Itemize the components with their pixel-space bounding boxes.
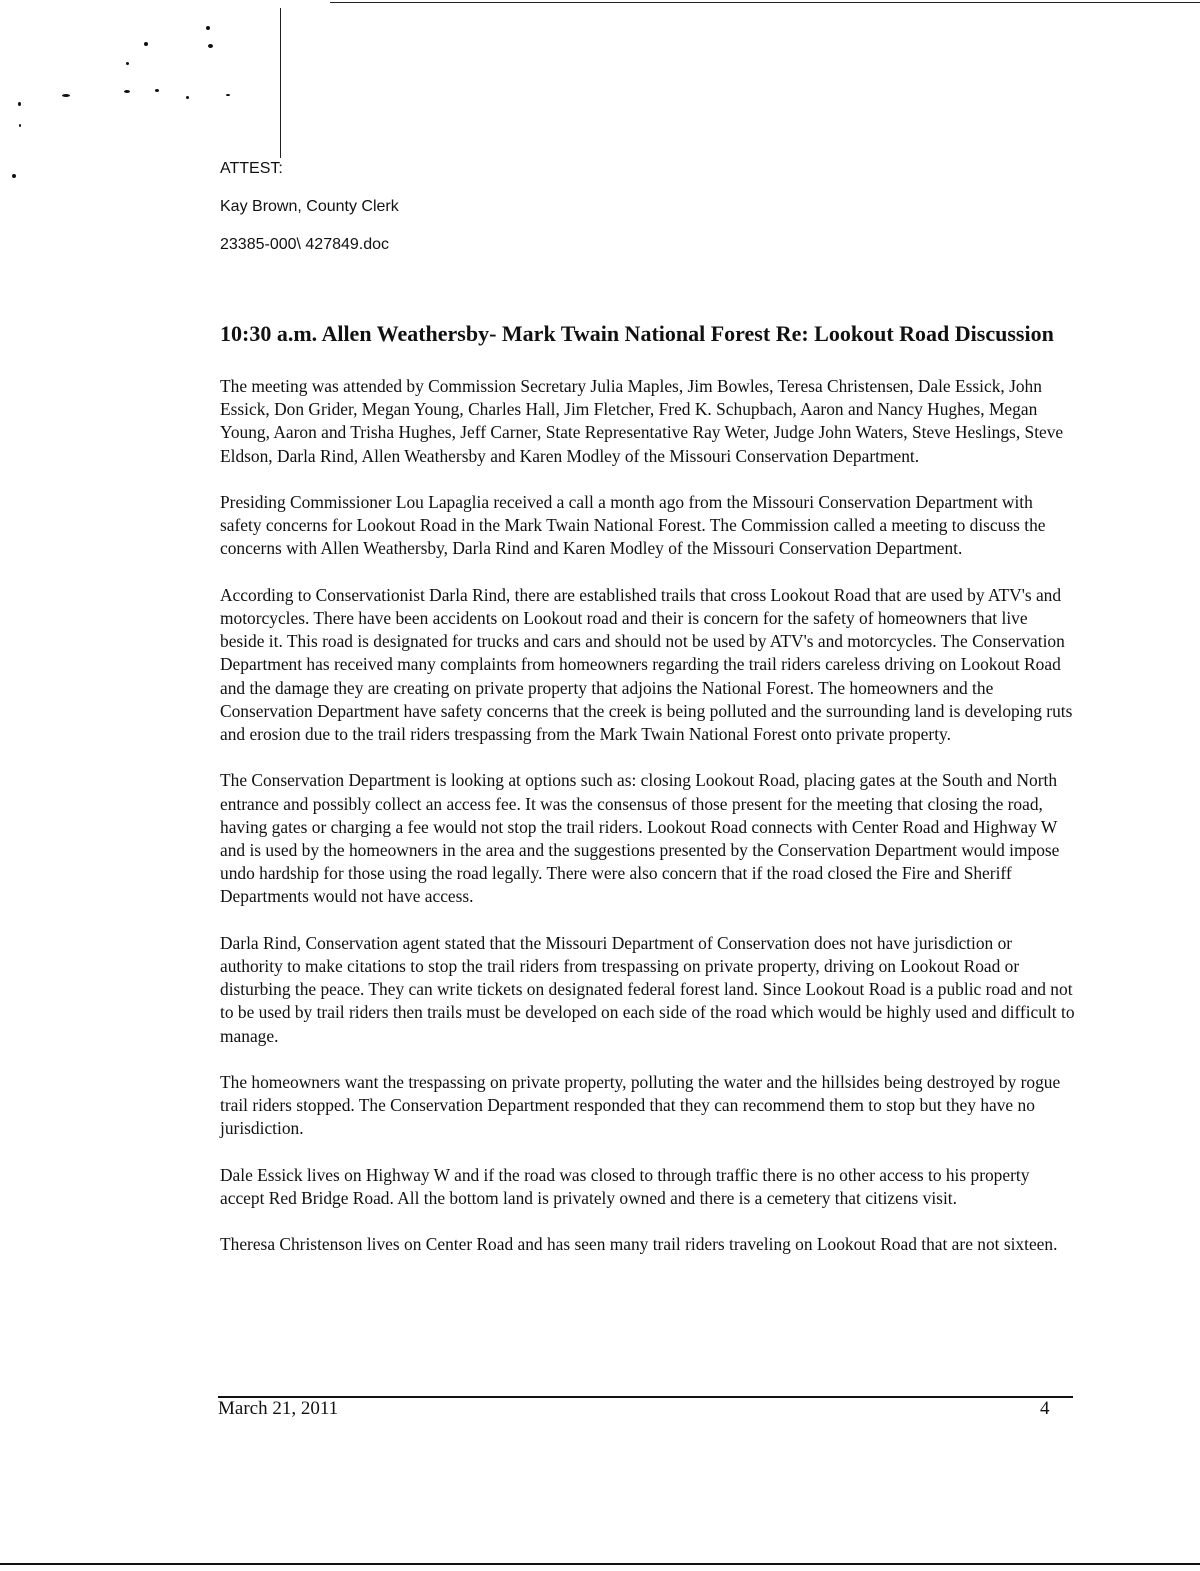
section-heading: 10:30 a.m. Allen Weathersby- Mark Twain National Forest Re: Lookout Road Discussion	[220, 321, 1054, 346]
scan-speck	[124, 90, 130, 93]
paragraph: Dale Essick lives on Highway W and if the road was closed to through traffic there is no other access to his property accept Red Bridge Road. All the bottom land is privately owned and there is a cemetery that citizens visit.	[220, 1164, 1030, 1209]
paragraph: The Conservation Department is looking at options such as: closing Lookout Road, placing gates at the South and North entrance and possibly collect an access fee. It was the consensus of those present for the meeting that closing the road, having gates or charging a fee would not stop the trail riders. Lookout Road connects with Center Road and Highway W and is used by the homeowners in the area and the suggestions presented by the Conservation Department would impose undo hardship for those using the road legally. There were also concern that if the road closed the Fire and Sheriff Departments would not have access.	[220, 770, 1060, 907]
paragraph: Theresa Christenson lives on Center Road and has seen many trail riders traveling on Lookout Road that are not sixteen.	[220, 1234, 1058, 1255]
scan-edge-top	[330, 2, 1200, 3]
scan-speck	[12, 174, 16, 178]
scan-speck	[206, 26, 210, 30]
scan-speck	[126, 62, 129, 65]
footer-date: March 21, 2011	[218, 1398, 339, 1419]
county-clerk-name: Kay Brown, County Clerk	[220, 198, 399, 215]
scan-speck	[144, 42, 148, 46]
footer-rule	[218, 1396, 1073, 1398]
page-number: 4	[1040, 1398, 1050, 1419]
paragraph: Presiding Commissioner Lou Lapaglia received a call a month ago from the Missouri Conservation Department with safety concerns for Lookout Road in the Mark Twain National Forest. The Commission called a meeting to discuss the concerns with Allen Weathersby, Darla Rind and Karen Modley of the Missouri Conservation Department.	[220, 492, 1046, 559]
scan-speck	[186, 96, 189, 99]
minutes-body	[220, 375, 1075, 1280]
scan-speck	[155, 89, 159, 92]
binder-margin-line	[280, 8, 281, 158]
scan-speck	[208, 44, 213, 48]
document-reference: 23385-000\ 427849.doc	[220, 236, 390, 253]
scan-speck	[226, 94, 230, 96]
attest-label: ATTEST:	[220, 160, 283, 177]
paragraph: Darla Rind, Conservation agent stated that the Missouri Department of Conservation does not have jurisdiction or authority to make citations to stop the trail riders from trespassing on private property, driving on Lookout Road or disturbing the peace. They can write tickets on designated federal forest land. Since Lookout Road is a public road and not to be used by trail riders then trails must be developed on each side of the road which would be highly used and difficult to manage.	[220, 932, 1075, 1046]
scan-speck	[19, 124, 21, 127]
scan-speck	[18, 102, 21, 106]
scan-edge-bottom	[0, 1563, 1200, 1565]
attendees-paragraph: The meeting was attended by Commission Secretary Julia Maples, Jim Bowles, Teresa Christensen, Dale Essick, John Essick, Don Grider, Megan Young, Charles Hall, Jim Fletcher, Fred K. Schupbach, Aaron and Nancy Hughes, Megan Young, Aaron and Trisha Hughes, Jeff Carner, State Representative Ray Weter, Judge John Waters, Steve Heslings, Steve Eldson, Darla Rind, Allen Weathersby and Karen Modley of the Missouri Conservation Department.	[220, 376, 1064, 466]
paragraph: The homeowners want the trespassing on private property, polluting the water and the hillsides being destroyed by rogue trail riders stopped. The Conservation Department responded that they can recommend them to stop but they have no jurisdiction.	[220, 1072, 1061, 1139]
scan-speck	[62, 94, 70, 97]
paragraph: According to Conservationist Darla Rind, there are established trails that cross Lookout Road that are used by ATV's and motorcycles. There have been accidents on Lookout road and their is concern for the safety of homeowners that live beside it. This road is designated for trucks and cars and should not be used by ATV's and motorcycles. The Conservation Department has received many complaints from homeowners regarding the trail riders careless driving on Lookout Road and the damage they are creating on private property that adjoins the National Forest. The homeowners and the Conservation Department have safety concerns that the creek is being polluted and the surrounding land is developing ruts and erosion due to the trail riders trespassing from the Mark Twain National Forest onto private property.	[220, 584, 1073, 745]
